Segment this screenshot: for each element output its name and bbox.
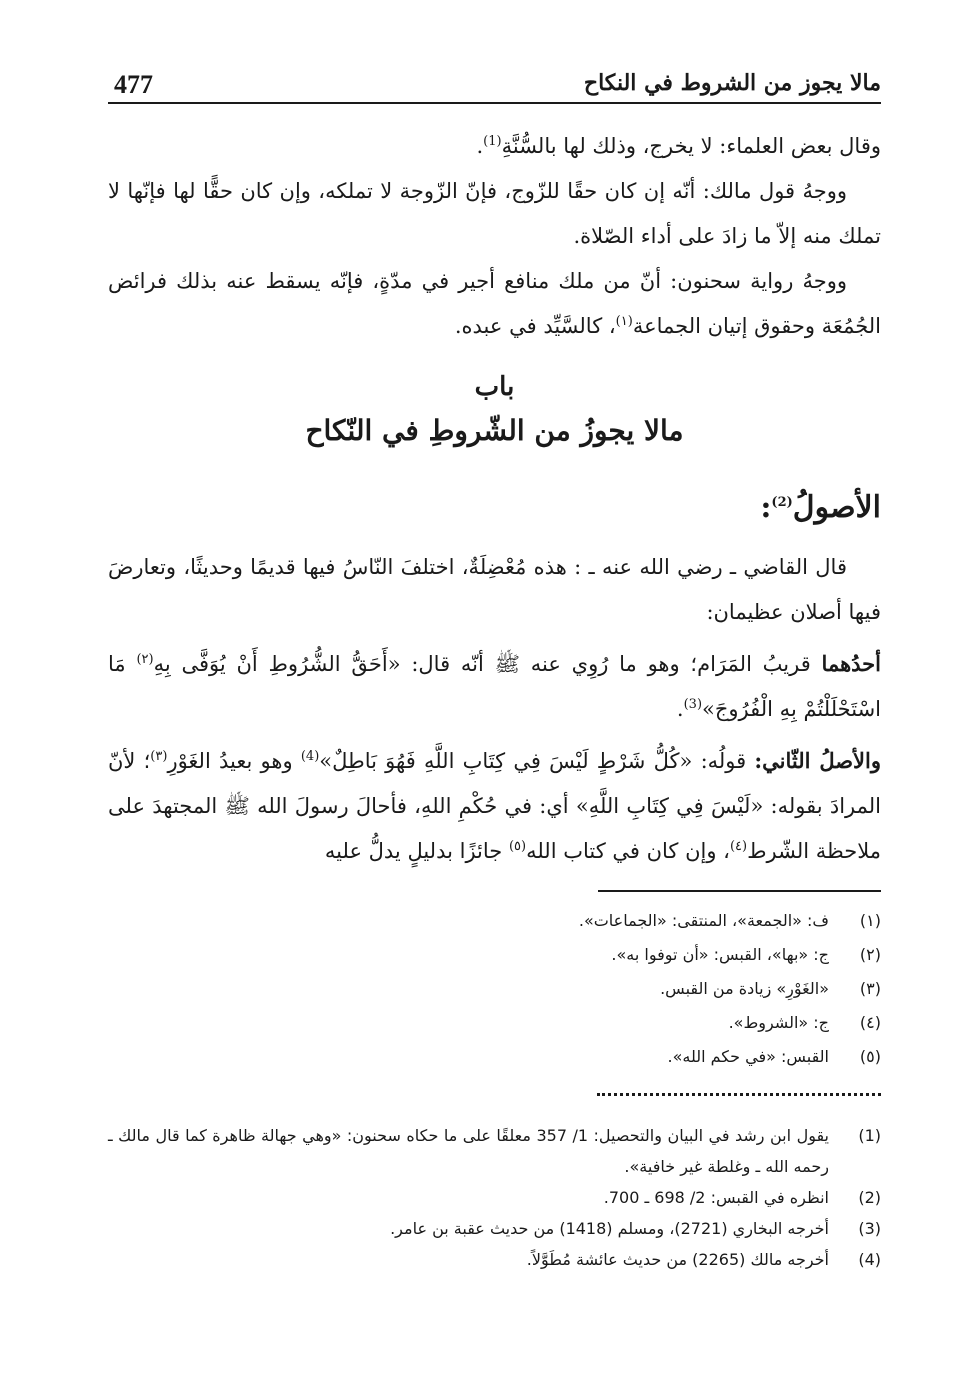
note-number: (٢) (859, 945, 881, 964)
footnote (108, 1213, 881, 1244)
paragraph-text: قريبُ المَرَام؛ وهو ما رُوِي عنه ﷺ أنّه قال: «أَحَقُّ الشُّرُوطِ أَنْ يُوَفَّى بِهِ (153, 652, 822, 676)
paragraph (108, 738, 881, 874)
footnote-ref: (٢) (136, 652, 154, 667)
footnote-number: (4) (858, 1250, 881, 1269)
note-number: (٤) (859, 1013, 881, 1032)
paragraph-text: مَا اسْتَحْلَلْتُمْ بِهِ الْفُرُوجَ» (108, 652, 881, 721)
note-text: القبس: «في حكم الله». (667, 1047, 829, 1066)
note-number: (٥) (859, 1047, 881, 1066)
bold-lead: أحدُهما (821, 651, 881, 676)
paragraph-text: ووجهُ رواية سحنون: أنّ من ملك منافع أجير في مدّةٍ، فإنّه يسقط عنه بذلك فرائض الجُمُعَة وحقوق إتيان الجماعة (108, 269, 881, 338)
footnote-text: أخرجه البخاري (2721)، ومسلم (1418) من حديث عقبة بن عامر. (390, 1219, 829, 1238)
paragraph: ووجهُ قول مالك: أنّه إن كان حقًا للزّوج، فإنّ الزّوجة لا تملكه، وإن كان حقًّا لها فإنّها لا تملك منه إلاّ ما زادَ على أداء الصّلاة. (108, 179, 881, 248)
footnotes-separator (597, 1093, 881, 1100)
variant-note (108, 1006, 881, 1040)
note-text: «الغَوْرِ» زيادة من القبس. (660, 979, 829, 998)
footnote-text: يقول ابن رشد في البيان والتحصيل: 1/ 357 معلقًا على ما حكاه سحنون: «وهي جهالة ظاهرة كما قال مالك ـ رحمه الله ـ وغلطة غير خافية». (108, 1126, 830, 1176)
note-number: (٣) (859, 979, 881, 998)
variant-note (108, 972, 881, 1006)
chapter-title: مالا يجوزُ من الشّروطِ في النّكاح (305, 414, 684, 447)
footnote-number: (3) (858, 1219, 881, 1238)
footnote-number: (1) (858, 1126, 881, 1145)
paragraph: قال القاضي ـ رضي الله عنه ـ : هذه مُعْضِلَةٌ، اختلفَ النّاسُ فيها قديمًا وحديثًا، وتعارضَ فيها أصلان عظيمان: (108, 555, 881, 624)
running-title: مالا يجوز من الشروط في النكاح (583, 70, 881, 96)
chapter-label: باب (474, 372, 515, 402)
paragraph-text: قولُه: «كُلُّ شَرْطٍ لَيْسَ فِي كِتَابِ اللَّهِ فَهُوَ بَاطِلٌ» (319, 749, 755, 773)
paragraph-text: جائزًا بدليلٍ يدلُّ عليه (324, 839, 509, 863)
footnote-text: أخرجه مالك (2265) من حديث عائشة مُطَوَّلاً. (526, 1250, 829, 1269)
intro-text (108, 124, 881, 349)
paragraph-text: ، وإن كان في كتاب الله (526, 839, 730, 863)
variant-notes-separator (598, 890, 881, 892)
footnote-ref: (٥) (508, 839, 527, 854)
footnote (108, 1244, 881, 1275)
note-text: ج: «بها»، القبس: «أن توفوا به». (611, 945, 829, 964)
paragraph-text: ، كالسَّيِّد في عبده. (454, 314, 616, 338)
paragraph-text: وهو بعيدُ الغَوْرِ (167, 749, 301, 773)
footnote-ref: (1) (483, 134, 502, 149)
paragraph (108, 124, 881, 169)
variant-note (108, 938, 881, 972)
usul-text (108, 545, 881, 874)
footnote-ref: (١) (615, 314, 633, 329)
footnotes (108, 1120, 881, 1275)
variant-note (108, 1040, 881, 1074)
footnote-ref: (3) (683, 697, 703, 712)
footnote-text: انظره في القبس: 2/ 698 ـ 700. (603, 1188, 829, 1207)
paragraph-end: . (476, 134, 484, 158)
footnote-ref: (4) (300, 749, 320, 764)
variant-note (108, 904, 881, 938)
footnote-ref: (٤) (729, 839, 748, 854)
page-header (108, 66, 881, 104)
bold-lead: والأصلُ الثّاني: (754, 748, 882, 773)
paragraph-text: وقال بعض العلماء: لا يخرج، وذلك لها بالسُّنَّةِ (501, 134, 881, 158)
page-number: 477 (114, 70, 153, 99)
paragraph-end: . (676, 697, 684, 721)
section-heading-text: الأصولُ (792, 490, 881, 525)
note-text: ف: «الجمعة»، المنتقى: «الجماعات». (578, 911, 829, 930)
section-colon: : (760, 490, 772, 525)
footnote (108, 1182, 881, 1213)
footnote (108, 1120, 881, 1182)
note-number: (١) (859, 911, 881, 930)
section-heading (760, 490, 881, 525)
note-text: ج: «الشروط». (728, 1013, 829, 1032)
footnote-ref: (2) (771, 495, 793, 510)
footnote-ref: (٣) (150, 749, 168, 764)
paragraph (108, 641, 881, 732)
paragraph (108, 259, 881, 349)
footnote-number: (2) (858, 1188, 881, 1207)
variant-notes (108, 904, 881, 1074)
paragraph-text: ؛ لأنّ المرادَ بقوله: «لَيْسَ فِي كِتَابِ اللَّهِ» أي: في حُكْمِ اللهِ، فأحالَ رسولَ الله ﷺ المجتهدَ على ملاحظة الشّرط (108, 749, 881, 863)
